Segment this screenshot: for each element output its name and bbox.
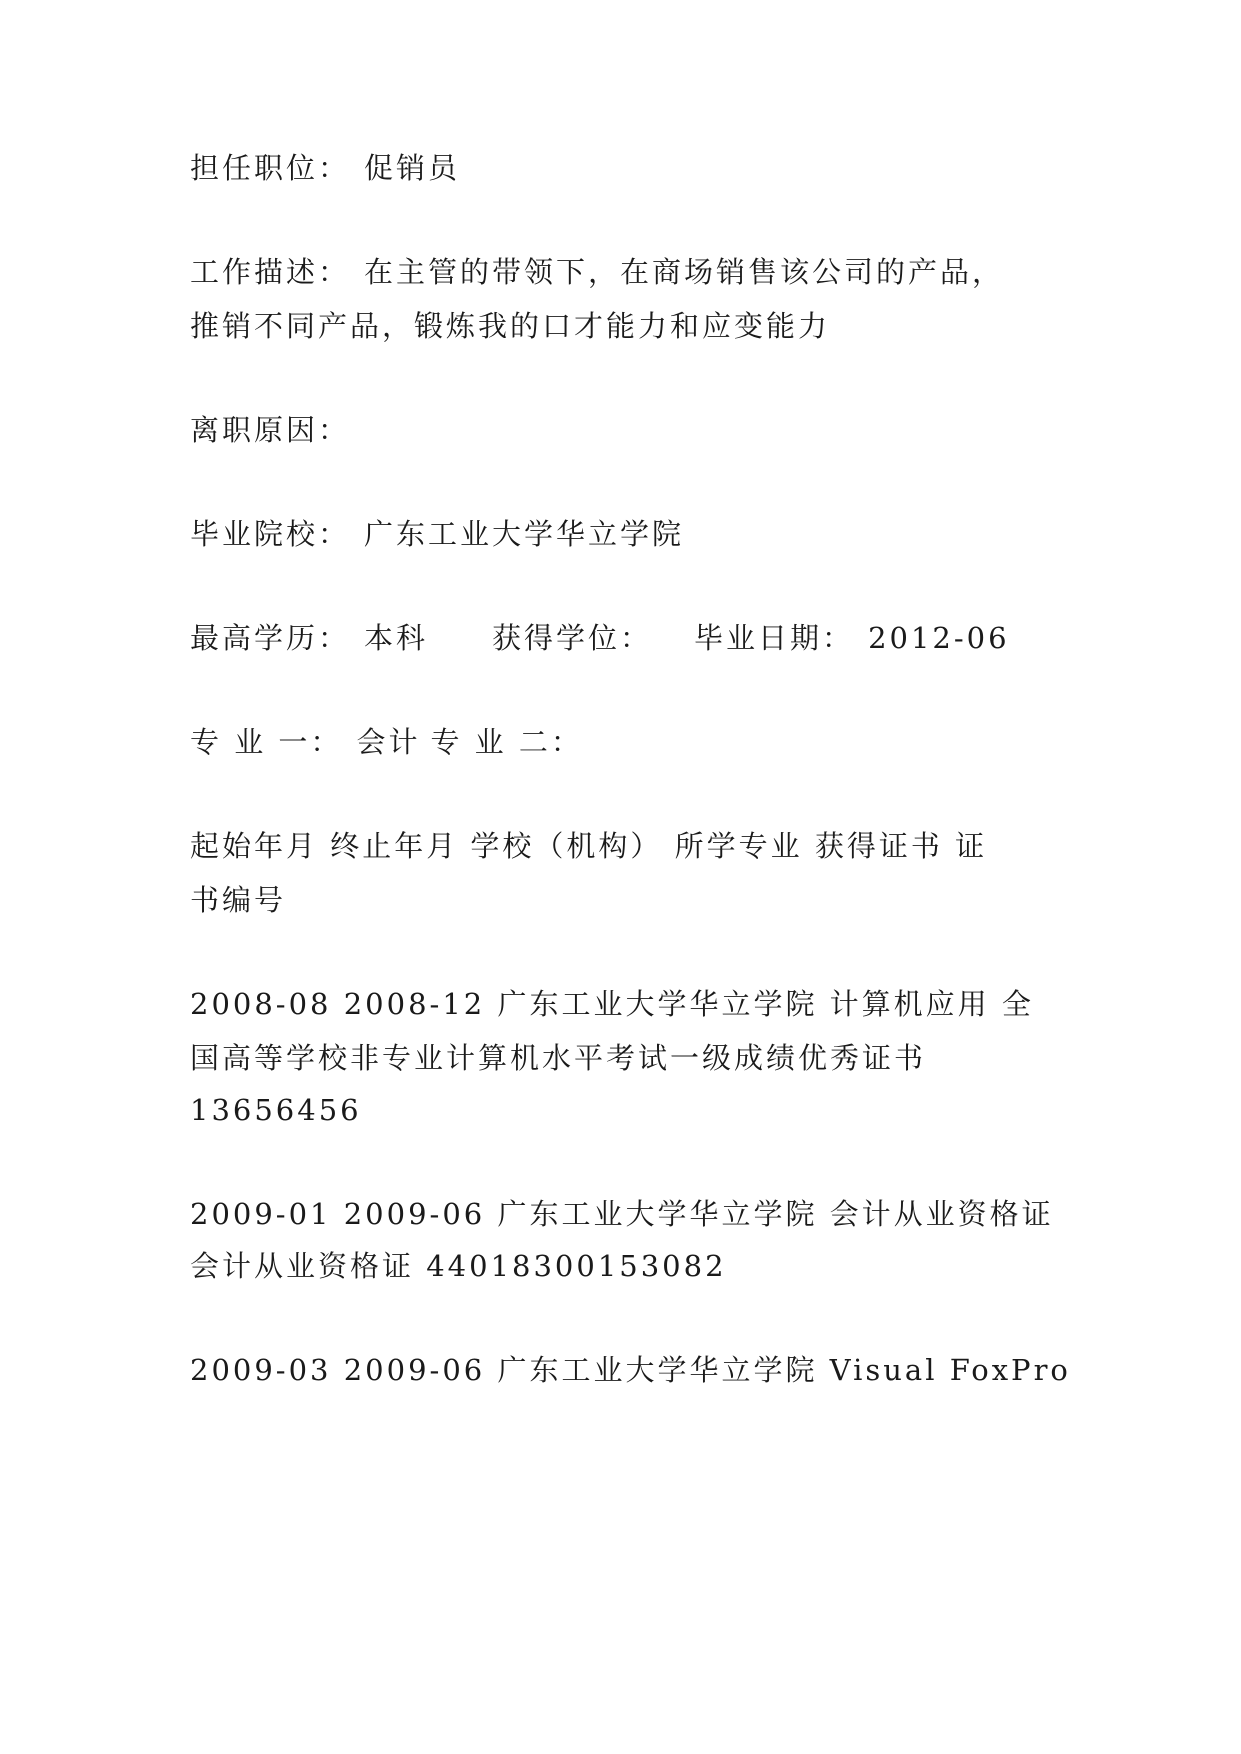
cert-header-line-1 (190, 826, 1060, 866)
cert-entry-1-text-2: 国高等学校非专业计算机水平考试一级成绩优秀证书 (190, 1041, 927, 1075)
cert-entry-1-text-3: 13656456 (190, 1093, 362, 1127)
position-label: 担任职位： (190, 151, 351, 185)
school-value: 广东工业大学华立学院 (364, 517, 685, 551)
major-value-1: 会计 (356, 725, 421, 759)
cert-entry-3-line-1 (190, 1350, 1071, 1390)
major-label-1: 专 业 一： (190, 725, 343, 759)
cert-entry-2-text-2: 会计从业资格证 44018300153082 (190, 1249, 727, 1283)
description-label: 工作描述： (190, 255, 351, 289)
leave-reason-line (190, 410, 1060, 450)
cert-header-text-2: 书编号 (190, 883, 287, 917)
cert-entry-3-text-1: 2009-03 2009-06 广东工业大学华立学院 Visual FoxPro (190, 1353, 1071, 1387)
grad-date-label: 毕业日期： (694, 621, 855, 655)
description-line-1 (190, 252, 1060, 292)
cert-header-line-2 (190, 880, 1060, 920)
school-line (190, 514, 1060, 554)
cert-entry-2-text-1: 2009-01 2009-06 广东工业大学华立学院 会计从业资格证 (190, 1197, 1054, 1231)
major-line (190, 722, 1060, 762)
cert-entry-1-line-2 (190, 1038, 1060, 1078)
description-text-2: 推销不同产品，锻炼我的口才能力和应变能力 (190, 309, 831, 343)
education-value: 本科 (364, 621, 429, 655)
cert-entry-1-line-3 (190, 1090, 1060, 1130)
cert-header-text-1: 起始年月 终止年月 学校（机构） 所学专业 获得证书 证 (190, 829, 988, 863)
grad-date-value: 2012-06 (868, 621, 1010, 655)
education-line (190, 618, 1060, 658)
major-label-2: 专 业 二： (430, 725, 583, 759)
cert-entry-1-line-1 (190, 984, 1060, 1024)
cert-entry-2-line-2 (190, 1246, 1060, 1286)
cert-entry-2-line-1 (190, 1194, 1060, 1234)
description-line-2 (190, 306, 1060, 346)
description-text-1: 在主管的带领下，在商场销售该公司的产品， (364, 255, 1005, 289)
leave-reason-label: 离职原因： (190, 413, 351, 447)
degree-label: 获得学位： (492, 621, 653, 655)
position-line (190, 148, 1060, 188)
school-label: 毕业院校： (190, 517, 351, 551)
cert-entry-1-text-1: 2008-08 2008-12 广东工业大学华立学院 计算机应用 全 (190, 987, 1034, 1021)
education-label: 最高学历： (190, 621, 351, 655)
position-value: 促销员 (364, 151, 461, 185)
